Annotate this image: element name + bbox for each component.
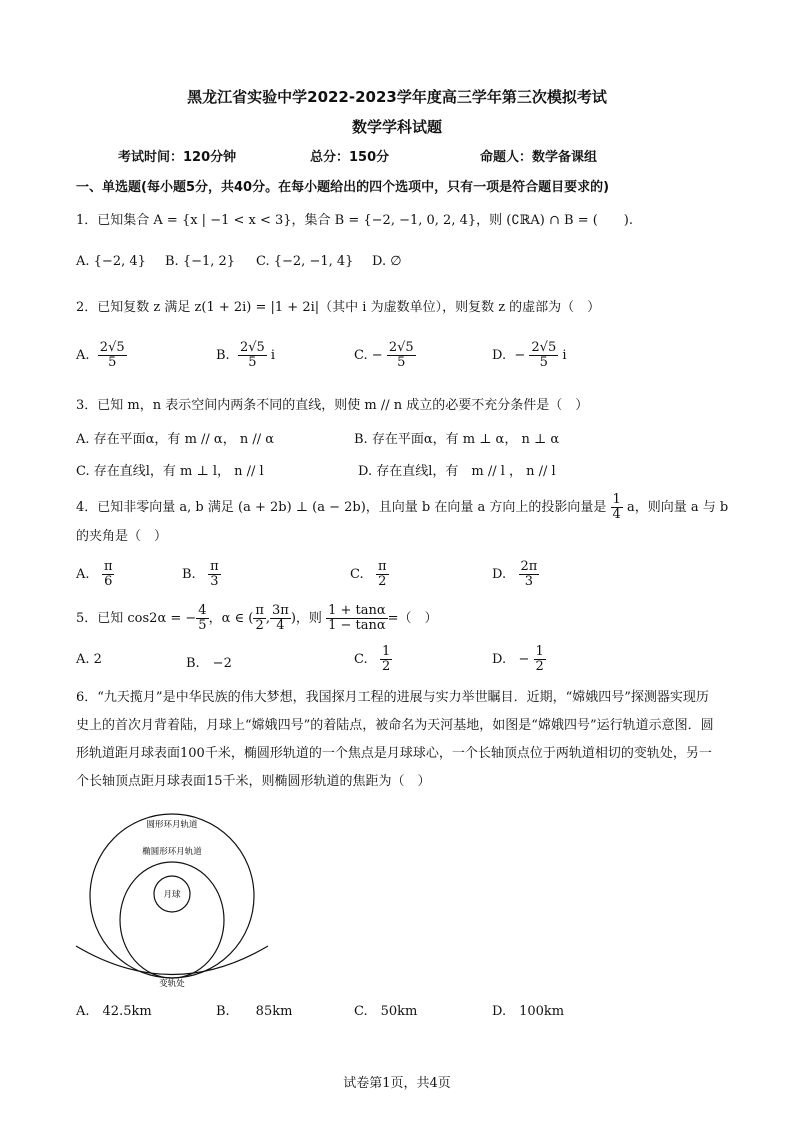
page-title: 黑龙江省实验中学2022-2023学年度高三学年第三次模拟考试 [187,88,607,106]
question-1-option-b: B. {−1, 2} [165,254,236,269]
question-2-stem: 2．已知复数 z 满足 z(1 + 2i) = |1 + 2i|（其中 i 为虚数单位），则复数 z 的虚部为（ ） [76,300,601,315]
circular-orbit-label: 圆形环月轨道 [146,820,198,830]
elliptical-orbit-label: 椭圆形环月轨道 [142,847,202,857]
question-3-stem: 3．已知 m，n 表示空间内两条不同的直线，则使 m // n 成立的必要不充分条件是（ ） [76,398,589,413]
question-4-option-c: C. $\frac{\pi}{2}$ [350,559,387,589]
question-4-stem-continued: 的夹角是（ ） [76,529,168,544]
question-5-option-a: A. 2 [76,652,102,667]
elliptical-orbit [120,862,224,978]
question-1-option-a: A. {−2, 4} [76,254,146,269]
question-6-option-a: A. 42.5km [76,1004,152,1019]
exam-author: 命题人：数学备课组 [480,150,598,165]
total-score: 总分：150分 [310,150,390,165]
question-5-option-c: C. $\frac{1}{2}$ [354,644,391,674]
question-5-stem: 5．已知 cos2α = − $\frac{4}{5}$ ，α ∈ ( $\frac{\pi}{2}$ , $\frac{3\pi}{4}$ )，则 $\frac{1 + \tan\alpha}{1 - \tan\alpha}$ =（ ） [76,603,438,633]
question-3-option-b: B. 存在平面α，有 m ⊥ α， n ⊥ α [354,432,560,447]
question-4-option-b: B. $\frac{\pi}{3}$ [182,559,219,589]
transfer-point-label: 变轨处 [159,979,185,989]
question-1-option-c: C. {−2, −1, 4} [256,254,354,269]
question-2-option-c: C. − $\frac{2√5}{5}$ [354,340,414,370]
question-1-option-d: D. ∅ [372,254,402,269]
page-subtitle: 数学学科试题 [351,118,442,136]
page-footer: 试卷第1页，共4页 [343,1076,451,1091]
question-2-option-a: A. $\frac{2√5}{5}$ [76,340,125,370]
exam-time: 考试时间：120分钟 [118,150,237,165]
question-1-stem: 1．已知集合 A = {x | −1 < x < 3}，集合 B = {−2, −1, 0, 2, 4}，则 (∁ℝA) ∩ B = ( ). [76,213,634,228]
transfer-arc [76,946,268,975]
question-5-option-b: B. −2 [186,656,232,671]
question-2-option-d: D. − $\frac{2√5}{5}$ i [492,340,567,370]
moon-label: 月球 [163,890,181,900]
question-4-option-d: D. $\frac{2\pi}{3}$ [492,559,538,589]
question-3-option-a: A. 存在平面α，有 m // α， n // α [76,432,275,447]
question-6-option-c: C. 50km [354,1004,418,1019]
question-4-option-a: A. $\frac{\pi}{6}$ [76,559,113,589]
question-2-option-b: B. $\frac{2√5}{5}$ i [216,340,276,370]
section-heading: 一、单选题(每小题5分，共40分。在每小题给出的四个选项中，只有一项是符合题目要求的) [76,180,610,195]
question-3-option-d: D. 存在直线l，有 m // l ， n // l [358,464,556,479]
question-6-stem: 6．“九天揽月”是中华民族的伟大梦想，我国探月工程的进展与实力举世瞩目．近期，“嫦娥四号”探测器实现历史上的首次月背着陆，月球上“嫦娥四号”的着陆点，被命名为天河基地，如图是“嫦娥四号”运行轨道示意图．圆形轨道距月球表面100千米，椭圆形轨道的一个焦点是月球球心，一个长轴顶点位于两轨道相切的变轨处，另一个长轴顶点距月球表面15千米，则椭圆形轨道的焦距为（ ） [76,690,714,789]
question-4-stem: 4．已知非零向量 a, b 满足 (a + 2b) ⊥ (a − 2b)，且向量 b 在向量 a 方向上的投影向量是 $\frac{1}{4}$ a，则向量 a 与 b [76,492,729,522]
question-3-option-c: C. 存在直线l，有 m ⊥ l， n // l [76,464,264,479]
question-6-option-d: D. 100km [492,1004,565,1019]
orbit-diagram [72,808,272,990]
question-6-option-b: B. 85km [216,1004,293,1019]
question-5-option-d: D. − $\frac{1}{2}$ [492,644,544,674]
